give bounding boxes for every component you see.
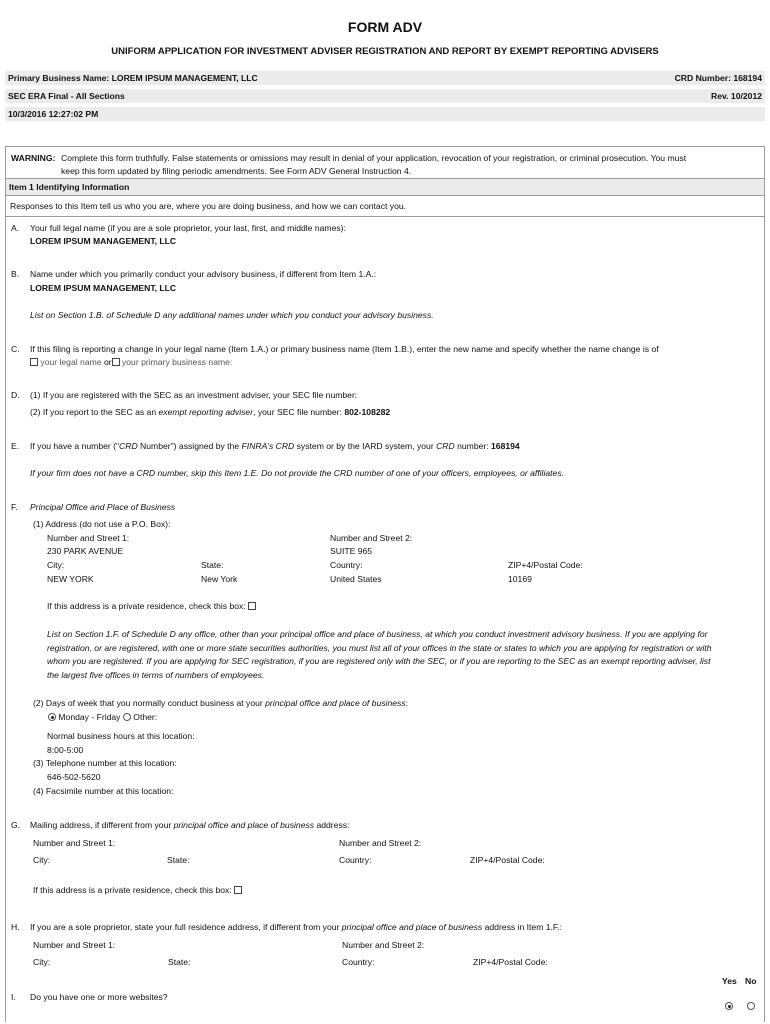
warning-label: WARNING:: [11, 153, 56, 163]
websites-no-radio[interactable]: [747, 1002, 755, 1010]
residence-label: If this address is a private residence, check this box:: [47, 601, 246, 611]
state-value[interactable]: New York: [201, 574, 238, 584]
country-label: Country:: [330, 560, 363, 570]
item1-title: Item 1 Identifying Information: [9, 182, 130, 192]
item-d-line1: (1) If you are registered with the SEC as an investment adviser, your SEC file number:: [30, 390, 358, 400]
item1-intro: Responses to this Item tell us who you are, where you are doing business, and how we can contact you.: [10, 201, 407, 211]
or-label: or: [103, 357, 112, 367]
e-text-1: If you have a number (": [30, 441, 120, 451]
h-emphasis: principal office and place of business: [341, 922, 483, 932]
e-text-2: Number") assigned by the: [137, 441, 242, 451]
g-emphasis: principal office and place of business: [173, 820, 315, 830]
header-band-1: [5, 70, 765, 85]
other-days-label: Other:: [133, 712, 158, 722]
item-e-note: If your firm does not have a CRD number, skip this Item 1.E. Do not provide the CRD number of one of your officers, employees, or affiliates.: [30, 468, 565, 478]
street2-label: Number and Street 2:: [330, 533, 413, 543]
street1-value[interactable]: 230 PARK AVENUE: [47, 546, 124, 556]
item-d-letter: D.: [11, 390, 20, 400]
item-c-letter: C.: [11, 344, 20, 354]
mail-residence-question: [33, 885, 242, 896]
revision: Rev. 10/2012: [711, 91, 762, 101]
websites-yes-radio-wrap: [725, 996, 733, 1014]
name-change-options: [30, 357, 232, 368]
days-question: [33, 698, 408, 709]
mail-street2-label: Number and Street 2:: [339, 838, 422, 848]
city-value[interactable]: NEW YORK: [47, 574, 94, 584]
item-b-note: List on Section 1.B. of Schedule D any additional names under which you conduct your advisory business.: [30, 310, 434, 320]
hours-label: Normal business hours at this location:: [47, 731, 195, 741]
mail-country-label: Country:: [339, 855, 372, 865]
item-i-letter: I.: [11, 992, 16, 1002]
days-emphasis: principal office and place of business: [265, 698, 406, 708]
mail-state-label: State:: [167, 855, 190, 865]
country-value[interactable]: United States: [330, 574, 382, 584]
phone-label: (3) Telephone number at this location:: [33, 758, 177, 768]
item-f-note-1: List on Section 1.F. of Schedule D any office, other than your principal office and place of business, at which you conduct investment advisory business. If you are applying for: [47, 629, 708, 639]
phone-value[interactable]: 646-502-5620: [47, 772, 101, 782]
d-line2-emphasis: exempt reporting adviser: [158, 407, 254, 417]
yes-column-header: Yes: [722, 976, 737, 986]
item-b-letter: B.: [11, 269, 20, 279]
legal-name-option-label: your legal name: [40, 357, 102, 367]
days-colon: :: [405, 698, 408, 708]
address-label: (1) Address (do not use a P.O. Box):: [33, 519, 171, 529]
item-i-question: Do you have one or more websites?: [30, 992, 168, 1002]
days-text: (2) Days of week that you normally conduct business at your: [33, 698, 266, 708]
form-subtitle: UNIFORM APPLICATION FOR INVESTMENT ADVISER REGISTRATION AND REPORT BY EXEMPT REPORTING ADVISERS: [111, 46, 659, 57]
business-name-checkbox[interactable]: [112, 358, 120, 366]
state-label: State:: [201, 560, 224, 570]
warning-text-1: Complete this form truthfully. False statements or omissions may result in denial of your application, revocation of your registration, or criminal prosecution. You must: [61, 153, 687, 163]
days-options: [48, 712, 157, 723]
item-e-question: [30, 441, 520, 452]
g-text: Mailing address, if different from your: [30, 820, 174, 830]
h-text: If you are a sole proprietor, state your full residence address, if different from your: [30, 922, 342, 932]
form-type: SEC ERA Final - All Sections: [8, 91, 125, 101]
header-band-2: [5, 88, 765, 103]
item-h-question: [30, 922, 562, 933]
e-text-4: number:: [454, 441, 492, 451]
mail-street1-label: Number and Street 1:: [33, 838, 116, 848]
primary-business-name: Primary Business Name: LOREM IPSUM MANAGEMENT, LLC: [8, 73, 258, 83]
res-zip-label: ZIP+4/Postal Code:: [473, 957, 548, 967]
mail-zip-label: ZIP+4/Postal Code:: [470, 855, 545, 865]
d-line2-text-2: , your SEC file number:: [253, 407, 345, 417]
no-column-header: No: [745, 976, 757, 986]
warning-text-2: keep this form updated by filing periodic amendments. See Form ADV General Instruction 4.: [61, 166, 412, 176]
legal-name-value[interactable]: LOREM IPSUM MANAGEMENT, LLC: [30, 236, 177, 246]
residence-question: [47, 601, 256, 612]
websites-yes-radio[interactable]: [725, 1002, 733, 1010]
legal-name-checkbox[interactable]: [30, 358, 38, 366]
res-street2-label: Number and Street 2:: [342, 940, 425, 950]
item-a-question: Your full legal name (if you are a sole proprietor, your last, first, and middle names):: [30, 223, 346, 233]
mail-residence-label: If this address is a private residence, check this box:: [33, 885, 232, 895]
websites-no-radio-wrap: [747, 996, 755, 1014]
city-label: City:: [47, 560, 65, 570]
res-street1-label: Number and Street 1:: [33, 940, 116, 950]
e-em-2: FINRA's CRD: [241, 441, 295, 451]
other-days-radio[interactable]: [123, 713, 131, 721]
item-g-letter: G.: [11, 820, 21, 830]
e-em-3: CRD: [436, 441, 455, 451]
fax-label: (4) Facsimile number at this location:: [33, 786, 174, 796]
item-f-note-2: registration, or are registered, with one or more state securities authorities, you must list all of your offices in the state or states to which you are applying for registration or with: [47, 643, 712, 653]
divider: [5, 216, 765, 217]
d-line2-text: (2) If you report to the SEC as an: [30, 407, 159, 417]
item-a-letter: A.: [11, 223, 20, 233]
e-text-3: system or by the IARD system, your: [294, 441, 437, 451]
crd-number-value[interactable]: 168194: [491, 441, 520, 451]
item-f-note-3: whom you are registered. If you are applying for SEC registration, if you are registered only with the SEC, or if you are reporting to the SEC as an exempt reporting adviser, list: [47, 656, 711, 666]
item-f-note-4: the largest five offices in terms of numbers of employees.: [47, 670, 265, 680]
res-country-label: Country:: [342, 957, 375, 967]
street2-value[interactable]: SUITE 965: [330, 546, 373, 556]
header-band-3: [5, 106, 765, 121]
item-g-question: [30, 820, 349, 831]
e-em-1: CRD: [119, 441, 138, 451]
item-e-letter: E.: [11, 441, 20, 451]
mail-residence-checkbox[interactable]: [234, 886, 242, 894]
res-city-label: City:: [33, 957, 51, 967]
form-title: FORM ADV: [347, 19, 423, 35]
item-h-letter: H.: [11, 922, 20, 932]
zip-value[interactable]: 10169: [508, 574, 532, 584]
divider: [5, 195, 765, 196]
g-text-2: address:: [314, 820, 350, 830]
business-name-option-label: your primary business name:: [121, 357, 233, 367]
item-f-heading: Principal Office and Place of Business: [30, 502, 176, 512]
item-f-letter: F.: [11, 502, 18, 512]
item-c-question: If this filing is reporting a change in your legal name (Item 1.A.) or primary business name (Item 1.B.), enter the new name and specify whether the name change is of: [30, 344, 659, 354]
res-state-label: State:: [168, 957, 191, 967]
sec-file-number-value[interactable]: 802-108282: [344, 407, 391, 417]
street1-label: Number and Street 1:: [47, 533, 130, 543]
monday-friday-radio[interactable]: [48, 713, 56, 721]
monday-friday-label: Monday - Friday: [58, 712, 121, 722]
h-text-2: address in Item 1.F.:: [482, 922, 562, 932]
item-d-line2: [30, 407, 390, 418]
crd-number: CRD Number: 168194: [674, 73, 762, 83]
mail-city-label: City:: [33, 855, 51, 865]
hours-value[interactable]: 8:00-5:00: [47, 745, 84, 755]
item-b-question: Name under which you primarily conduct your advisory business, if different from Item 1.A.:: [30, 269, 377, 279]
residence-checkbox[interactable]: [248, 602, 256, 610]
business-name-value[interactable]: LOREM IPSUM MANAGEMENT, LLC: [30, 283, 177, 293]
timestamp: 10/3/2016 12:27:02 PM: [8, 109, 99, 119]
zip-label: ZIP+4/Postal Code:: [508, 560, 583, 570]
